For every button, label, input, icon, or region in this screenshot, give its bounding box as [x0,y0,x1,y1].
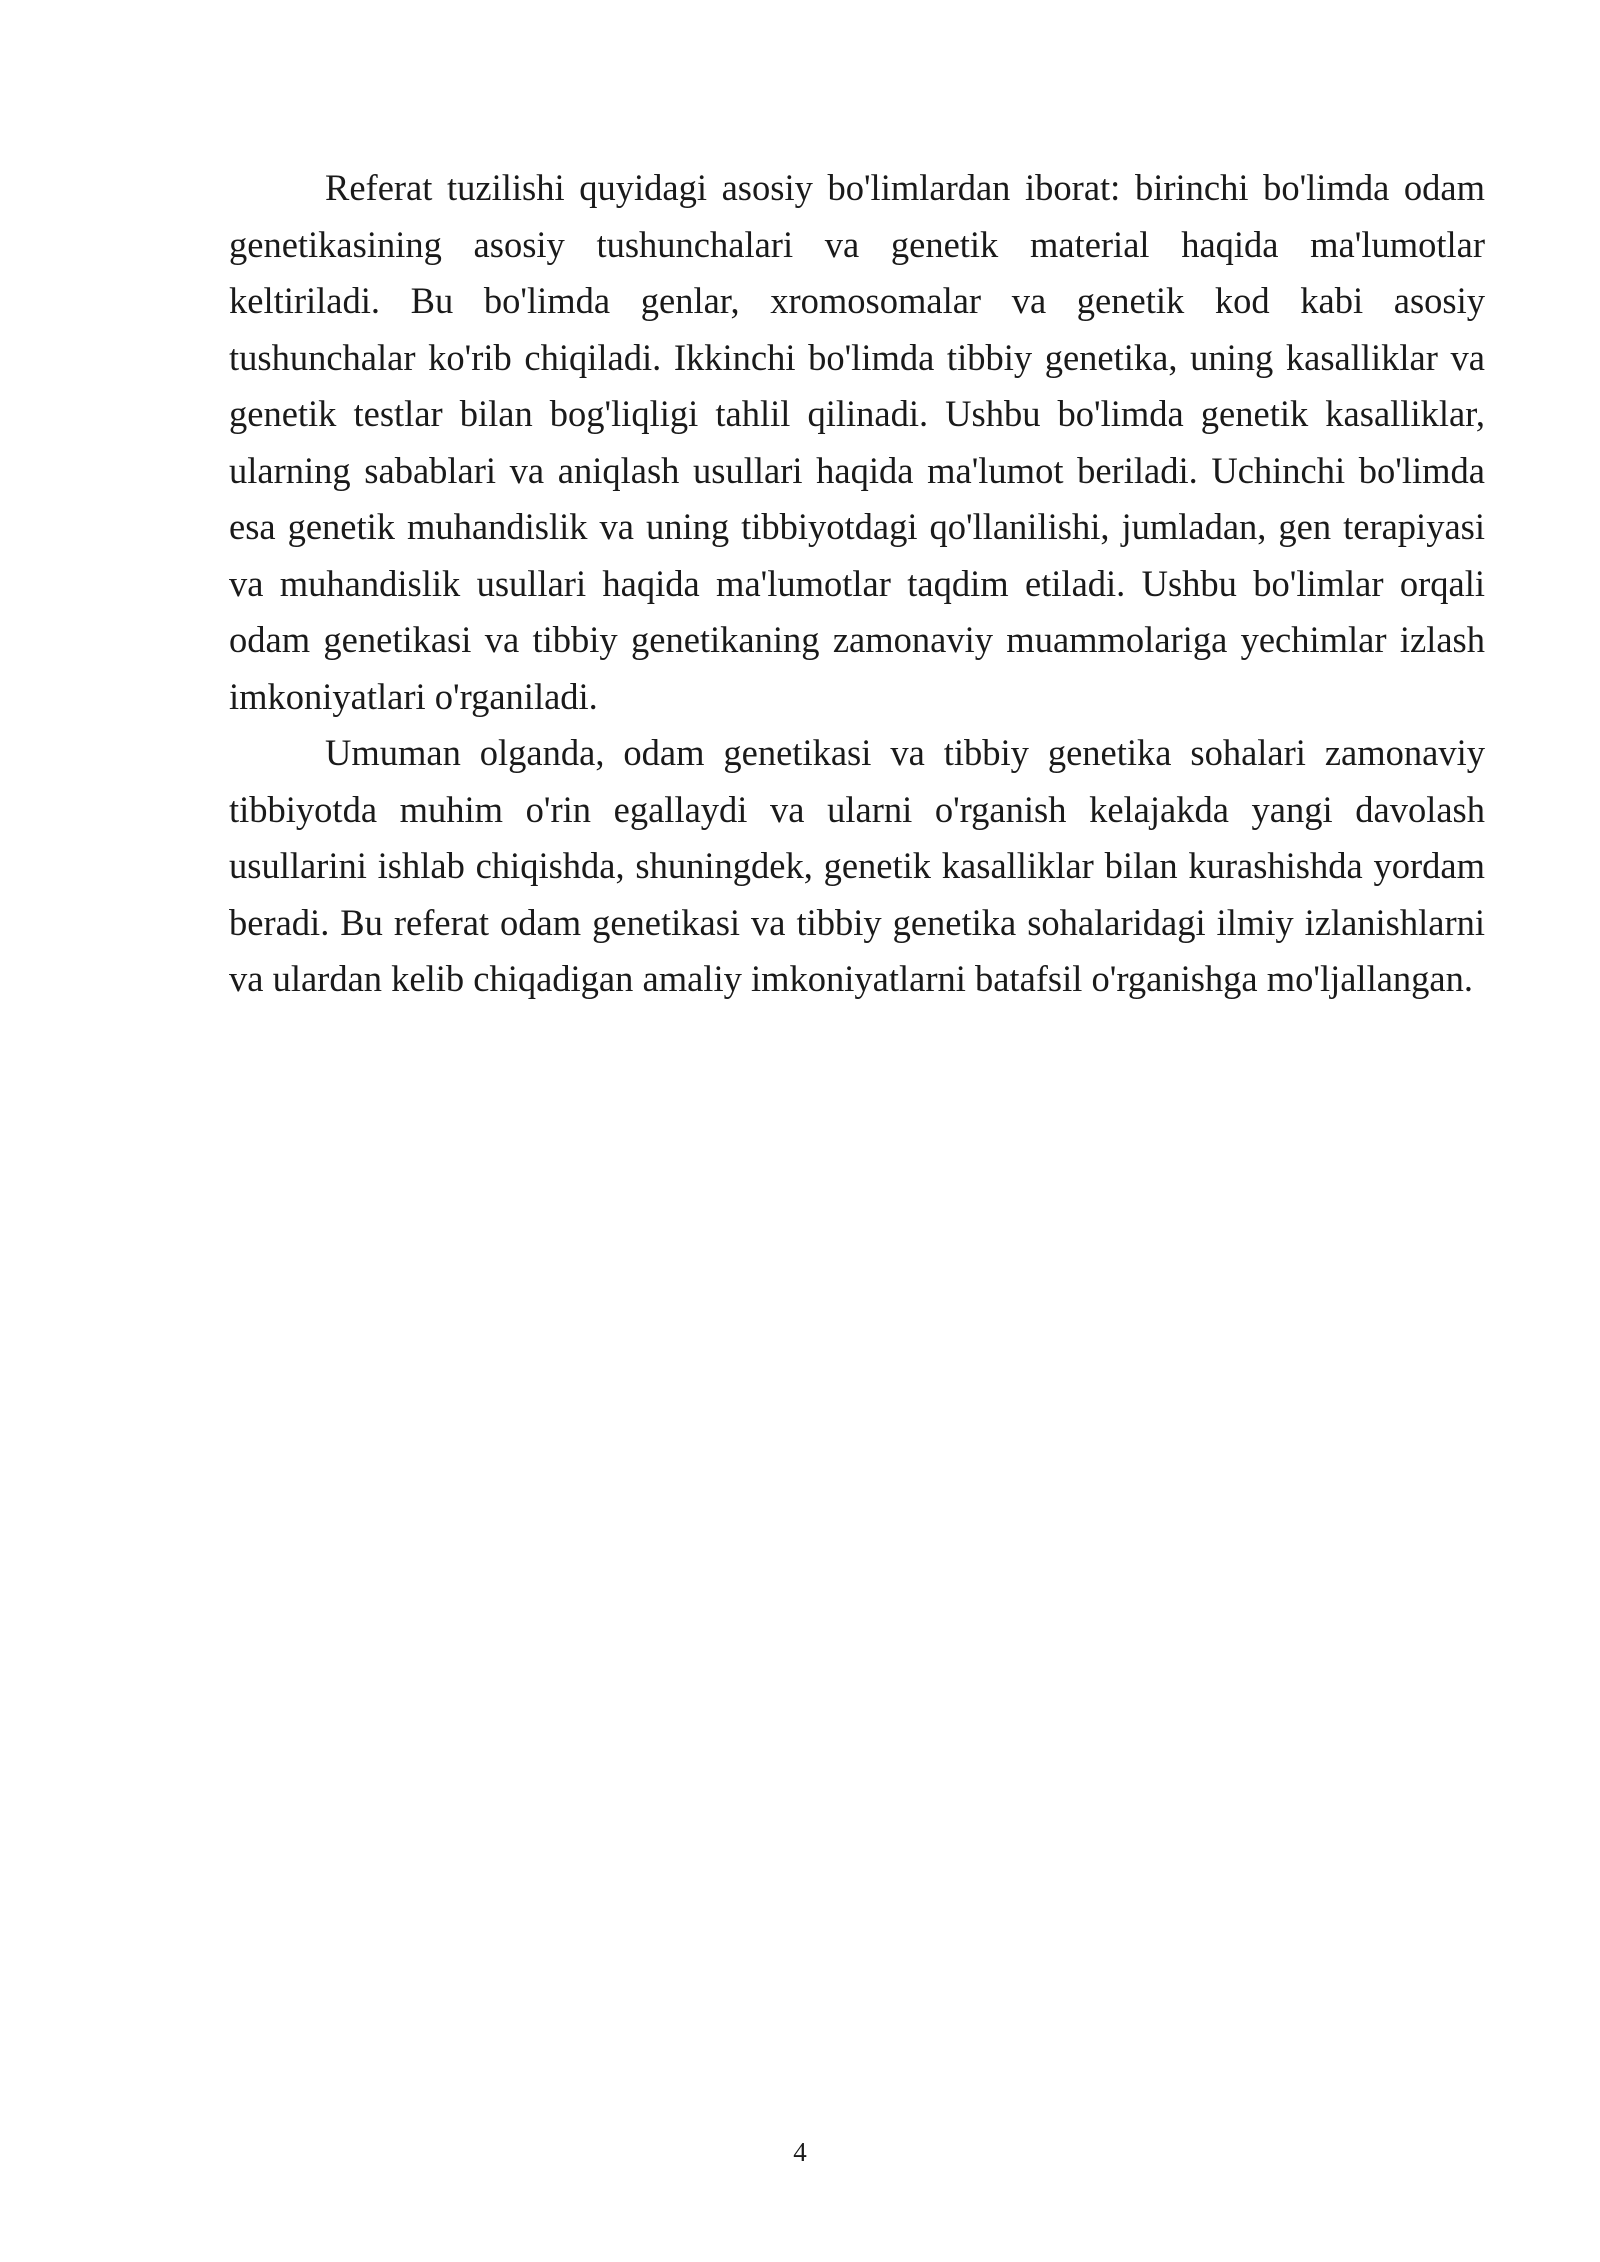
paragraph-1: Referat tuzilishi quyidagi asosiy bo'limlardan iborat: birinchi bo'limda odam genetikasining asosiy tushunchalari va genetik material haqida ma'lumotlar keltiriladi. Bu bo'limda genlar, xromosomalar va genetik kod kabi asosiy tushunchalar ko'rib chiqiladi. Ikkinchi bo'limda tibbiy genetika, uning kasalliklar va genetik testlar bilan bog'liqligi tahlil qilinadi. Ushbu bo'limda genetik kasalliklar, ularning sabablari va aniqlash usullari haqida ma'lumot beriladi. Uchinchi bo'limda esa genetik muhandislik va uning tibbiyotdagi qo'llanilishi, jumladan, gen terapiyasi va muhandislik usullari haqida ma'lumotlar taqdim etiladi. Ushbu bo'limlar orqali odam genetikasi va tibbiy genetikaning zamonaviy muammolariga yechimlar izlash imkoniyatlari o'rganiladi. [229,167,1485,717]
paragraph-2: Umuman olganda, odam genetikasi va tibbiy genetika sohalari zamonaviy tibbiyotda muhim o'rin egallaydi va ularni o'rganish kelajakda yangi davolash usullarini ishlab chiqishda, shuningdek, genetik kasalliklar bilan kurashishda yordam beradi. Bu referat odam genetikasi va tibbiy genetika sohalaridagi ilmiy izlanishlarni va ulardan kelib chiqadigan amaliy imkoniyatlarni batafsil o'rganishga mo'ljallangan. [229,732,1485,999]
body-text [229,160,1485,1008]
page-number: 4 [793,2137,807,2167]
